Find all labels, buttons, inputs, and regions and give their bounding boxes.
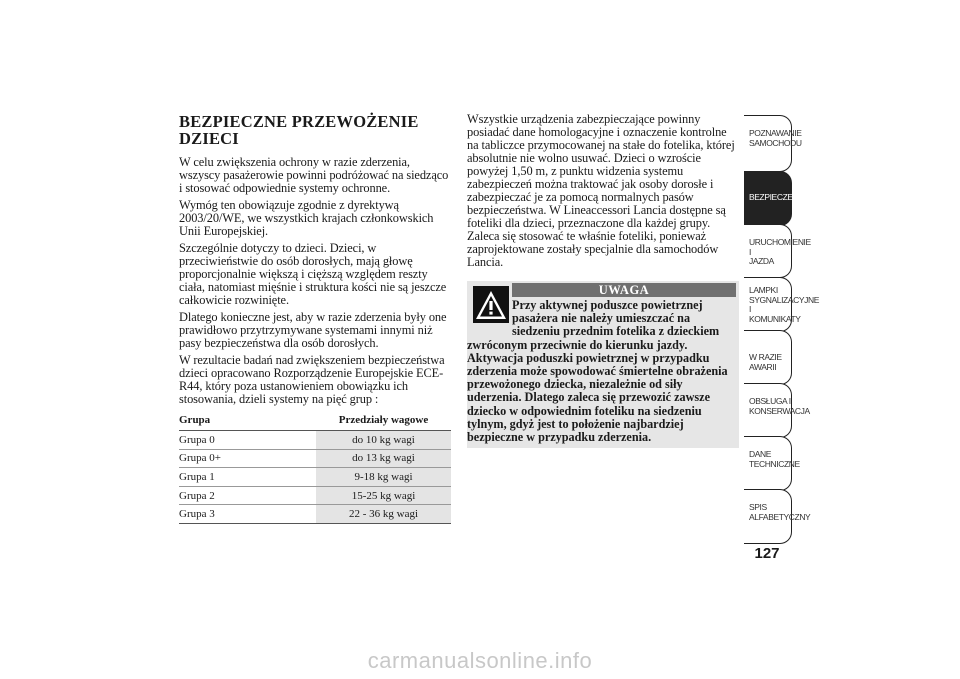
- paragraph-2: Wymóg ten obowiązuje zgodnie z dyrektywą 2003/20/WE, we wszystkich krajach członkowskich Unii Europejskiej.: [179, 198, 434, 238]
- tab-dane-techniczne[interactable]: [744, 436, 800, 491]
- table-cell-weight: do 10 kg wagi: [316, 431, 451, 450]
- tab-label-line: LAMPKI: [749, 285, 778, 295]
- tab-label-line: TECHNICZNE: [749, 458, 800, 469]
- paragraph-4: Dlatego konieczne jest, aby w razie zderzenia były one prawidłowo przytrzymywane systemami innymi niż pasy bezpieczeństwa dla osób dorosłych.: [179, 310, 447, 350]
- tab-label-line: SPIS: [749, 502, 767, 512]
- tab-label-line: ALFABETYCZNY: [749, 511, 811, 522]
- table-row: [179, 486, 451, 505]
- tab-label-line: I KOMUNIKATY: [749, 304, 801, 324]
- table-cell-weight: do 13 kg wagi: [316, 449, 451, 468]
- warning-text-container: [467, 299, 735, 444]
- page-number: 127: [754, 545, 780, 562]
- paragraph-5: W rezultacie badań nad zwiększeniem bezpieczeństwa dzieci opracowano Rozporządzenie Europejskie ECE-R44, który poza ustanowieniem obowiązku ich stosowania, dzieli systemy na pięć grup :: [179, 353, 445, 406]
- table-cell-group: Grupa 3: [179, 505, 309, 524]
- tab-spis-alfabetyczny[interactable]: [744, 489, 811, 544]
- tab-label-line: DANE: [749, 449, 772, 459]
- table-header-weights: Przedziały wagowe: [316, 410, 451, 431]
- table-cell-group: Grupa 1: [179, 468, 309, 487]
- tab-label-line: OBSŁUGA I: [749, 396, 791, 406]
- tab-uruchomienie-i-jazda[interactable]: [744, 224, 811, 278]
- table-row: [179, 431, 451, 450]
- table-row: [179, 449, 451, 468]
- right-column: [467, 113, 739, 273]
- tab-lampki-sygnalizacyjne[interactable]: [744, 277, 819, 332]
- tab-obsluga-i-konserwacja[interactable]: [744, 383, 810, 438]
- section-title: BEZPIECZNE PRZEWOŻENIE DZIECI: [179, 112, 419, 148]
- warning-label: UWAGA: [512, 283, 736, 297]
- warning-text: Przy aktywnej poduszce powietrznej pasażera nie należy umieszczać na siedzeniu przednim fotelika z dzieckiem zwróconym przeciwnie do kierunku jazdy. Aktywacja poduszki powietrznej w przypadku zderzenia może spowodować śmiertelne obrażenia przewożonego dziecka, niezależnie od siły uderzenia. Dlatego zaleca się przewozić zawsze dziecko w odpowiednim foteliku na siedzeniu tylnym, gdyż jest to położenie najbardziej bezpieczne w przypadku zderzenia.: [467, 298, 728, 445]
- tab-poznawanie-samochodu[interactable]: [744, 115, 802, 172]
- tab-label-line: KONSERWACJA: [749, 405, 810, 416]
- tab-label-line: URUCHOMIENIE I: [749, 237, 811, 257]
- watermark: carmanualsonline.info: [367, 648, 593, 673]
- table-cell-weight: 9-18 kg wagi: [316, 468, 451, 487]
- tab-label-line: SYGNALIZACYJNE: [749, 294, 819, 305]
- table-cell-group: Grupa 0: [179, 431, 309, 450]
- paragraph-3: Szczególnie dotyczy to dzieci. Dzieci, w przeciwieństwie do osób dorosłych, mają głowę proporcjonalnie większą i cięższą względem reszty ciała, natomiast mięśnie i struktura kości nie są jeszcze całkowicie rozwinięte.: [179, 241, 447, 307]
- left-column: [179, 113, 451, 524]
- paragraph-1: W celu zwiększenia ochrony w razie zderzenia, wszyscy pasażerowie powinni podróżować na siedząco i stosować odpowiednie systemy ochronne.: [179, 155, 449, 195]
- weight-groups-table: [179, 410, 451, 524]
- table-cell-weight: 15-25 kg wagi: [316, 486, 451, 505]
- table-header-row: [179, 410, 451, 431]
- tab-label-line: W RAZIE AWARII: [749, 352, 782, 372]
- table-row: [179, 505, 451, 524]
- tab-label-line: SAMOCHODU: [749, 137, 802, 148]
- right-paragraph: Wszystkie urządzenia zabezpieczające powinny posiadać dane homologacyjne i oznaczenie kontrolne na tabliczce przymocowanej na stałe do fotelika, której absolutnie nie wolno usuwać. Dzieci o wzroście powyżej 1,50 m, z punktu widzenia systemu zabezpieczeń można traktować jak osoby dorosłe i zabezpieczać je za pomocą normalnych pasów bezpieczeństwa. W Lineaccessori Lancia dostępne są foteliki dla dzieci, przeznaczone dla każdej grupy. Zaleca się stosować te właśnie foteliki, ponieważ zaprojektowane zostały specjalnie dla samochodów Lancia.: [467, 112, 735, 269]
- warning-box: [467, 281, 739, 448]
- table-cell-weight: 22 - 36 kg wagi: [316, 505, 451, 524]
- tab-bezpieczenstwo[interactable]: [744, 171, 823, 226]
- table-row: [179, 468, 451, 487]
- tab-label-line: POZNAWANIE: [749, 128, 802, 138]
- table-header-group: Grupa: [179, 410, 309, 431]
- table-cell-group: Grupa 0+: [179, 449, 309, 468]
- tab-label-line: BEZPIECZEŃSTWO: [749, 192, 823, 202]
- table-cell-group: Grupa 2: [179, 486, 309, 505]
- tab-label-line: JAZDA: [749, 256, 774, 266]
- tab-w-razie-awarii[interactable]: [744, 330, 792, 385]
